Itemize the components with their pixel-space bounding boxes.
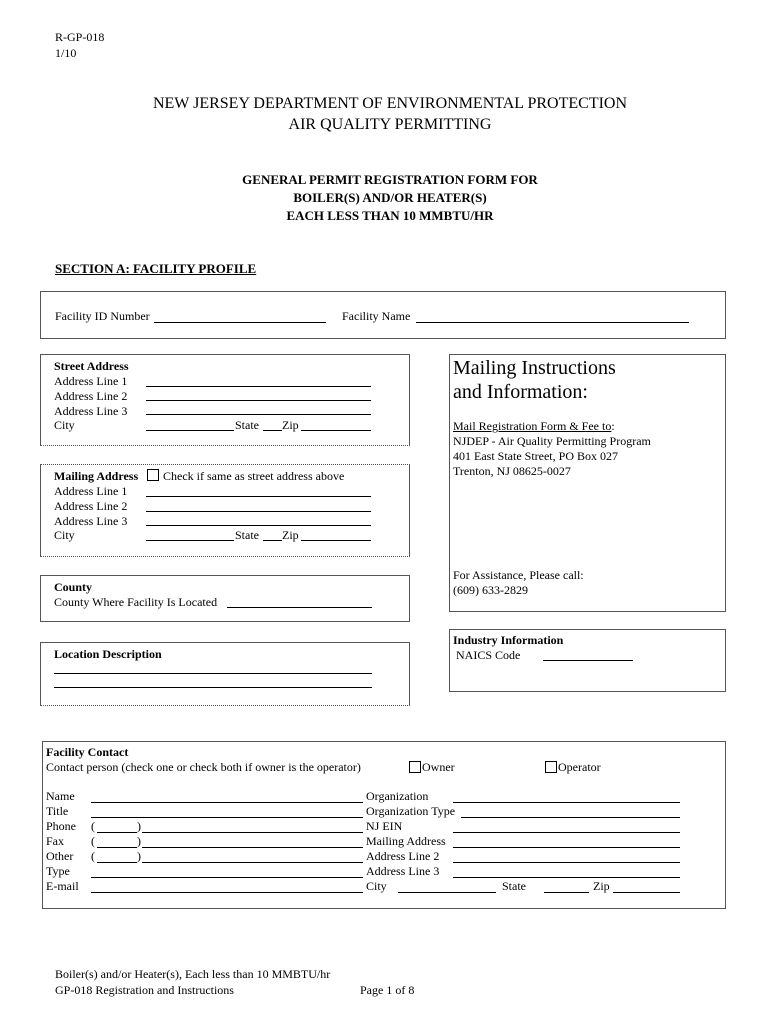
facility-id-label: Facility ID Number: [55, 309, 150, 323]
instructions-heading-2: and Information:: [453, 381, 588, 403]
facility-id-box: [40, 291, 726, 339]
contact-address-line2-label: Address Line 2: [366, 849, 440, 863]
mail-address-3: Trenton, NJ 08625-0027: [453, 464, 571, 478]
mailing-line1-field[interactable]: [146, 496, 371, 497]
phone-paren-open: (: [91, 819, 95, 833]
street-line2-field[interactable]: [146, 400, 371, 401]
mail-to-row: [453, 419, 615, 434]
street-state-field[interactable]: [263, 430, 282, 431]
location-heading: Location Description: [54, 647, 162, 661]
operator-checkbox[interactable]: [545, 761, 557, 773]
organization-label: Organization: [366, 789, 429, 803]
organization-type-label: Organization Type: [366, 804, 456, 818]
contact-address-line3-field[interactable]: [453, 877, 680, 878]
mail-address-2: 401 East State Street, PO Box 027: [453, 449, 618, 463]
contact-zip-field[interactable]: [613, 892, 680, 893]
other-paren-open: (: [91, 849, 95, 863]
facility-name-field[interactable]: [416, 322, 689, 323]
street-city-label: City: [54, 418, 75, 432]
same-address-label: Check if same as street address above: [163, 469, 345, 483]
facility-contact-box: [42, 741, 726, 909]
location-line-2[interactable]: [54, 687, 372, 688]
fax-number-field[interactable]: [142, 847, 363, 848]
contact-fax-label: Fax: [46, 834, 64, 848]
contact-instruction: Contact person (check one or check both if owner is the operator): [46, 760, 361, 774]
mailing-address-box: [40, 464, 410, 557]
assistance-label: For Assistance, Please call:: [453, 568, 584, 582]
mailing-line1-label: Address Line 1: [54, 484, 128, 498]
phone-area-field[interactable]: [97, 832, 137, 833]
street-zip-field[interactable]: [301, 430, 371, 431]
street-line3-field[interactable]: [146, 414, 371, 415]
contact-email-field[interactable]: [91, 892, 363, 893]
fax-paren-open: (: [91, 834, 95, 848]
mail-address-1: NJDEP - Air Quality Permitting Program: [453, 434, 651, 448]
nj-ein-field[interactable]: [453, 832, 680, 833]
mailing-city-label: City: [54, 528, 75, 542]
nj-ein-label: NJ EIN: [366, 819, 403, 833]
contact-title-label: Title: [46, 804, 69, 818]
form-subtitle-1: GENERAL PERMIT REGISTRATION FORM FOR: [242, 172, 538, 187]
contact-email-label: E-mail: [46, 879, 79, 893]
form-date: 1/10: [55, 46, 77, 60]
street-line1-field[interactable]: [146, 386, 371, 387]
form-subtitle-2: BOILER(S) AND/OR HEATER(S): [293, 190, 487, 205]
same-address-checkbox[interactable]: [147, 469, 159, 481]
owner-label: Owner: [422, 760, 455, 774]
footer-line-1: Boiler(s) and/or Heater(s), Each less than 10 MMBTU/hr: [55, 967, 331, 981]
facility-name-label: Facility Name: [342, 309, 411, 323]
mailing-line3-label: Address Line 3: [54, 514, 128, 528]
operator-label: Operator: [558, 760, 601, 774]
owner-checkbox[interactable]: [409, 761, 421, 773]
organization-type-field[interactable]: [461, 817, 680, 818]
facility-id-field[interactable]: [154, 322, 326, 323]
industry-heading: Industry Information: [453, 633, 564, 647]
contact-city-field[interactable]: [398, 892, 496, 893]
page-title: NEW JERSEY DEPARTMENT OF ENVIRONMENTAL PROTECTION: [152, 95, 628, 112]
mailing-state-field[interactable]: [263, 540, 282, 541]
street-city-field[interactable]: [146, 430, 234, 431]
county-label: County Where Facility Is Located: [54, 595, 218, 609]
location-line-1[interactable]: [54, 673, 372, 674]
street-address-heading: Street Address: [54, 359, 129, 373]
mailing-zip-label: Zip: [282, 528, 299, 542]
instructions-heading-1: Mailing Instructions: [453, 357, 616, 379]
mailing-address-heading: Mailing Address: [54, 469, 139, 483]
other-number-field[interactable]: [142, 862, 363, 863]
mailing-zip-field[interactable]: [301, 540, 371, 541]
contact-mailing-address-label: Mailing Address: [366, 834, 446, 848]
form-subtitle-3: EACH LESS THAN 10 MMBTU/HR: [286, 208, 494, 223]
contact-address-line3-label: Address Line 3: [366, 864, 440, 878]
county-box: [40, 575, 410, 622]
organization-field[interactable]: [453, 802, 680, 803]
section-a-heading: SECTION A: FACILITY PROFILE: [55, 261, 257, 276]
mail-to-label: Mail Registration Form & Fee to: [453, 419, 612, 433]
mailing-line2-label: Address Line 2: [54, 499, 128, 513]
contact-phone-label: Phone: [46, 819, 76, 833]
page-title-2: AIR QUALITY PERMITTING: [288, 116, 492, 133]
contact-type-label: Type: [46, 864, 70, 878]
fax-paren-close: ): [137, 834, 141, 848]
street-line2-label: Address Line 2: [54, 389, 128, 403]
mail-to-colon: :: [611, 419, 615, 433]
contact-type-field[interactable]: [91, 877, 363, 878]
industry-box: [449, 629, 726, 692]
phone-paren-close: ): [137, 819, 141, 833]
contact-zip-label: Zip: [593, 879, 610, 893]
contact-title-field[interactable]: [91, 817, 363, 818]
footer-line-2: GP-018 Registration and Instructions: [55, 983, 234, 997]
county-heading: County: [54, 580, 93, 594]
contact-heading: Facility Contact: [46, 745, 129, 759]
contact-mailing-address-field[interactable]: [453, 847, 680, 848]
contact-name-label: Name: [46, 789, 75, 803]
mailing-instructions-box: [449, 354, 726, 612]
location-box: [40, 642, 410, 706]
mailing-city-field[interactable]: [146, 540, 234, 541]
mailing-state-label: State: [235, 528, 259, 542]
contact-address-line2-field[interactable]: [453, 862, 680, 863]
street-state-label: State: [235, 418, 259, 432]
county-field[interactable]: [227, 607, 372, 608]
mailing-line3-field[interactable]: [146, 525, 371, 526]
naics-field[interactable]: [543, 660, 633, 661]
contact-other-label: Other: [46, 849, 74, 863]
other-area-field[interactable]: [97, 862, 137, 863]
other-paren-close: ): [137, 849, 141, 863]
assistance-phone: (609) 633-2829: [453, 583, 528, 597]
contact-city-label: City: [366, 879, 387, 893]
mailing-line2-field[interactable]: [146, 511, 371, 512]
street-line3-label: Address Line 3: [54, 404, 128, 418]
contact-state-label: State: [502, 879, 526, 893]
street-address-box: [40, 354, 410, 446]
contact-name-field[interactable]: [91, 802, 363, 803]
street-line1-label: Address Line 1: [54, 374, 128, 388]
phone-number-field[interactable]: [142, 832, 363, 833]
contact-state-field[interactable]: [544, 892, 589, 893]
fax-area-field[interactable]: [97, 847, 137, 848]
street-zip-label: Zip: [282, 418, 299, 432]
naics-label: NAICS Code: [456, 648, 521, 662]
page-number: Page 1 of 8: [360, 983, 415, 997]
form-code: R-GP-018: [55, 30, 105, 44]
